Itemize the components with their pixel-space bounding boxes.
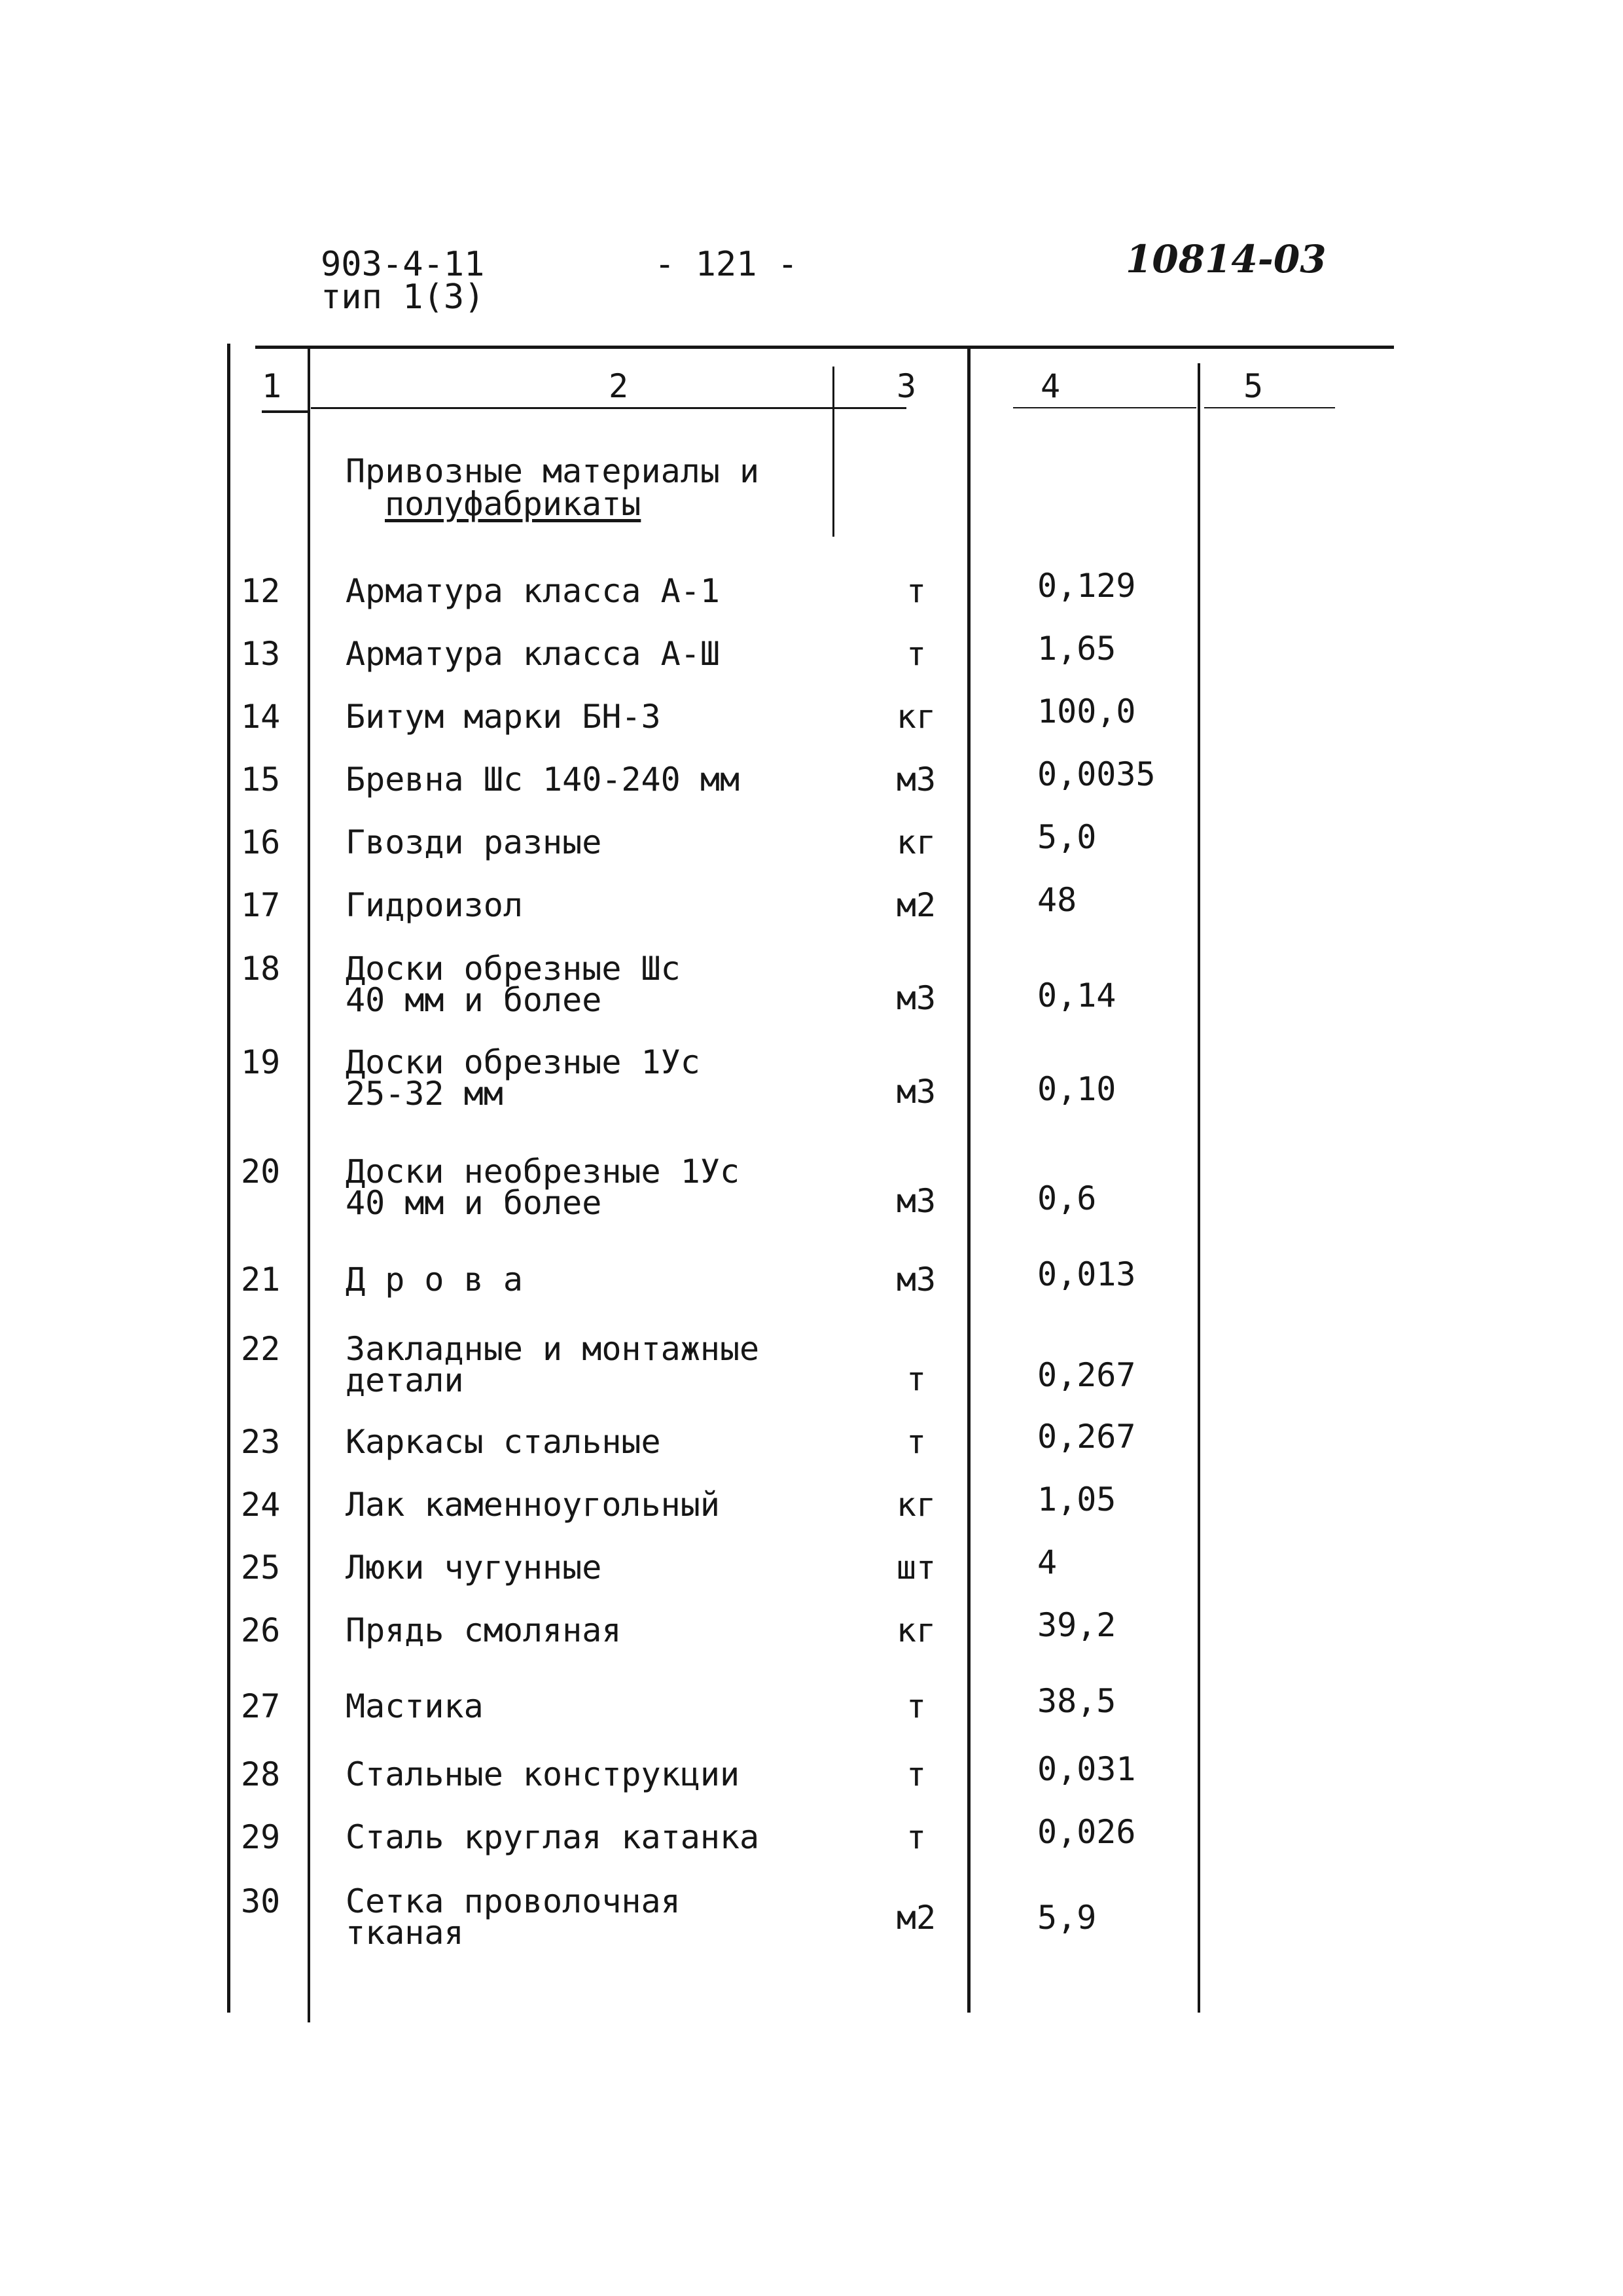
left-border — [227, 344, 230, 2013]
col-divider-2 — [832, 367, 834, 537]
item-name: Битум марки БН-3 — [346, 698, 661, 736]
section-title — [346, 452, 760, 523]
item-quantity: 4 — [1037, 1543, 1058, 1581]
row-number: 13 — [241, 635, 281, 673]
col-divider-4 — [1198, 363, 1200, 2013]
row-number: 16 — [241, 823, 281, 861]
item-name: Мастика — [346, 1687, 484, 1725]
item-unit: м2 — [896, 1899, 936, 1937]
item-name: Гвозди разные — [346, 823, 602, 861]
row-number: 30 — [241, 1882, 281, 1920]
item-unit: м3 — [896, 979, 936, 1017]
item-name-line2: тканая — [346, 1914, 464, 1952]
row-number: 12 — [241, 572, 281, 610]
item-quantity: 0,129 — [1037, 567, 1136, 605]
item-name-line2: 40 мм и более — [346, 981, 602, 1019]
row-number: 23 — [241, 1423, 281, 1461]
item-name: Закладные и монтажные — [346, 1330, 760, 1368]
item-name-line2: 25-32 мм — [346, 1075, 503, 1113]
item-name: Доски обрезные 1Ус — [346, 1043, 700, 1081]
item-name: Лак каменноугольный — [346, 1486, 720, 1524]
item-unit: м3 — [896, 1073, 936, 1111]
col-divider-3 — [967, 347, 971, 2013]
row-number: 26 — [241, 1611, 281, 1649]
item-quantity: 100,0 — [1037, 692, 1136, 730]
item-name: Доски обрезные Шс — [346, 950, 681, 988]
row-number: 28 — [241, 1755, 281, 1793]
row-number: 21 — [241, 1261, 281, 1299]
archive-number: 10814-03 — [1126, 237, 1327, 281]
item-unit: т — [906, 1360, 927, 1398]
col-header-2: 2 — [609, 367, 629, 405]
header-under-rule-col4 — [1013, 407, 1196, 408]
col-divider-1 — [308, 347, 310, 2022]
item-name: Стальные конструкции — [346, 1755, 740, 1793]
row-number: 27 — [241, 1687, 281, 1725]
item-name-line2: детали — [346, 1361, 464, 1399]
page-number: - 121 - — [654, 245, 798, 284]
item-name: Люки чугунные — [346, 1549, 602, 1587]
item-quantity: 39,2 — [1037, 1606, 1116, 1644]
item-unit: т — [906, 572, 927, 610]
item-unit: т — [906, 1755, 927, 1793]
section-title-line1: Привозные материалы и — [346, 452, 760, 490]
header-under-rule-col1 — [262, 410, 308, 413]
item-unit: кг — [896, 1611, 936, 1649]
col-header-3: 3 — [897, 367, 917, 405]
item-quantity: 0,026 — [1037, 1813, 1136, 1851]
item-unit: м3 — [896, 1182, 936, 1220]
row-number: 24 — [241, 1486, 281, 1524]
item-quantity: 5,0 — [1037, 818, 1097, 856]
table-top-rule — [255, 346, 1394, 349]
row-number: 20 — [241, 1153, 281, 1191]
item-name: Сталь круглая катанка — [346, 1818, 760, 1856]
item-quantity: 5,9 — [1037, 1899, 1097, 1937]
item-quantity: 0,267 — [1037, 1418, 1136, 1456]
item-quantity: 0,031 — [1037, 1750, 1136, 1788]
item-unit: т — [906, 1687, 927, 1725]
row-number: 19 — [241, 1043, 281, 1081]
item-name: Сетка проволочная — [346, 1882, 681, 1920]
section-title-line2: полуфабрикаты — [385, 485, 641, 523]
item-unit: кг — [896, 698, 936, 736]
col-header-4: 4 — [1041, 367, 1061, 405]
item-name: Арматура класса А-Ш — [346, 635, 720, 673]
item-unit: т — [906, 1423, 927, 1461]
row-number: 15 — [241, 761, 281, 798]
item-unit: кг — [896, 823, 936, 861]
item-name: Доски необрезные 1Ус — [346, 1153, 740, 1191]
item-quantity: 1,65 — [1037, 630, 1116, 668]
row-number: 29 — [241, 1818, 281, 1856]
item-unit: м3 — [896, 761, 936, 798]
item-quantity: 0,10 — [1037, 1070, 1116, 1108]
item-unit: шт — [896, 1549, 936, 1587]
item-name: Д р о в а — [346, 1261, 523, 1299]
item-name: Каркасы стальные — [346, 1423, 661, 1461]
item-unit: т — [906, 1818, 927, 1856]
item-name: Арматура класса А-1 — [346, 572, 720, 610]
header-under-rule-col2 — [311, 407, 906, 409]
row-number: 17 — [241, 886, 281, 924]
row-number: 18 — [241, 950, 281, 988]
item-unit: т — [906, 635, 927, 673]
item-unit: кг — [896, 1486, 936, 1524]
header-under-rule-col5 — [1204, 407, 1335, 408]
doc-number: 903-4-11 — [321, 245, 485, 284]
item-quantity: 48 — [1037, 881, 1077, 919]
item-name: Бревна Шс 140-240 мм — [346, 761, 740, 798]
item-quantity: 0,0035 — [1037, 755, 1156, 793]
item-quantity: 0,267 — [1037, 1356, 1136, 1394]
item-quantity: 1,05 — [1037, 1480, 1116, 1518]
col-header-1: 1 — [262, 367, 282, 405]
item-unit: м3 — [896, 1261, 936, 1299]
item-quantity: 0,013 — [1037, 1255, 1136, 1293]
item-quantity: 38,5 — [1037, 1682, 1116, 1720]
item-name: Прядь смоляная — [346, 1611, 622, 1649]
row-number: 25 — [241, 1549, 281, 1587]
item-quantity: 0,14 — [1037, 977, 1116, 1014]
doc-type: тип 1(3) — [321, 278, 485, 317]
item-name: Гидроизол — [346, 886, 523, 924]
row-number: 22 — [241, 1330, 281, 1368]
item-unit: м2 — [896, 886, 936, 924]
item-quantity: 0,6 — [1037, 1179, 1097, 1217]
col-header-5: 5 — [1243, 367, 1264, 405]
item-name-line2: 40 мм и более — [346, 1184, 602, 1222]
row-number: 14 — [241, 698, 281, 736]
